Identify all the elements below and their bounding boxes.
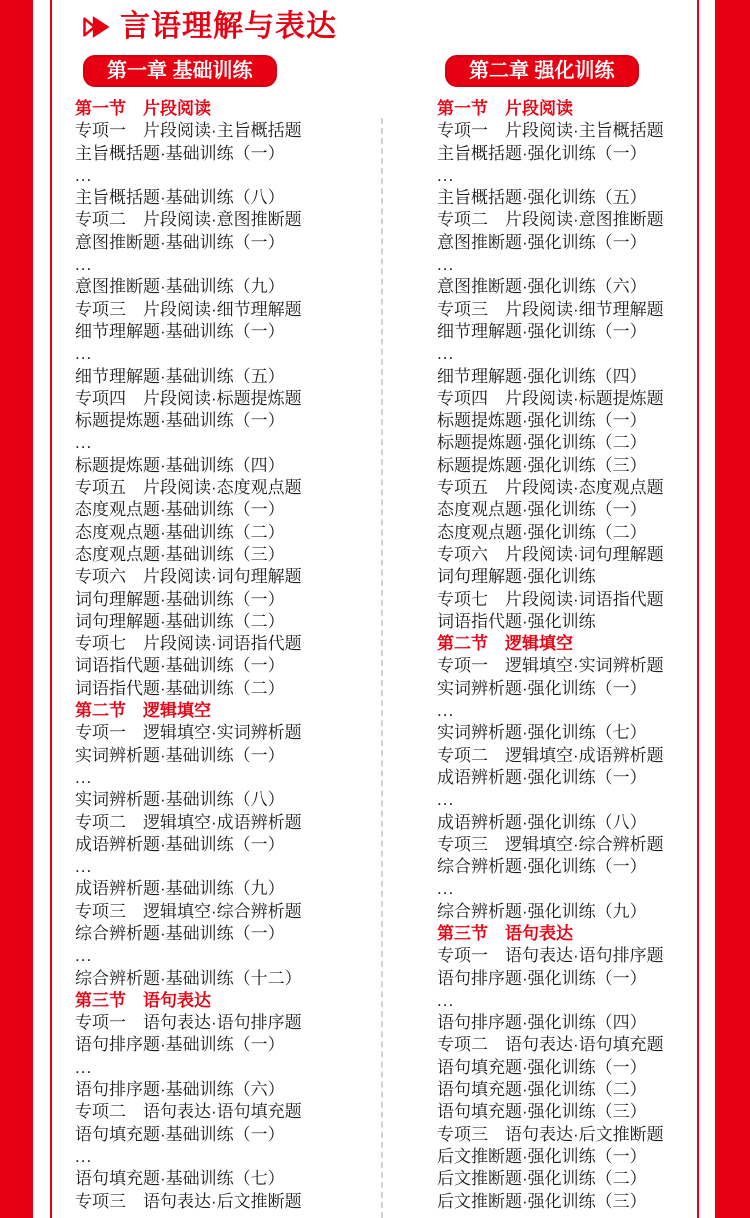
ellipsis-line: ... <box>75 1057 93 1077</box>
toc-line: 细节理解题·基础训练（一） <box>75 321 285 341</box>
toc-line: 专项五 片段阅读·态度观点题 <box>437 478 664 498</box>
ellipsis-line: ... <box>437 165 455 185</box>
section-heading: 第一节 片段阅读 <box>437 99 573 118</box>
toc-line: 态度观点题·强化训练（一） <box>437 500 647 520</box>
toc-line: 综合辨析题·强化训练（一） <box>437 857 647 877</box>
ellipsis-line: ... <box>437 879 455 899</box>
toc-line: 专项二 语句表达·语句填充题 <box>75 1102 302 1122</box>
toc-line: 语句排序题·基础训练（一） <box>75 1035 285 1055</box>
section-heading: 第一节 片段阅读 <box>75 99 211 118</box>
toc-line: 专项一 语句表达·语句排序题 <box>437 946 664 966</box>
ellipsis-line: ... <box>437 790 455 810</box>
double-play-triangle-icon <box>82 12 112 42</box>
toc-line: 专项五 片段阅读·态度观点题 <box>75 478 302 498</box>
chapter-1-toc-list <box>75 98 375 1213</box>
ellipsis-line: ... <box>75 857 93 877</box>
toc-line: 词语指代题·基础训练（二） <box>75 678 285 698</box>
toc-line: 语句填充题·基础训练（七） <box>75 1169 285 1189</box>
toc-line: 主旨概括题·强化训练（五） <box>437 188 647 208</box>
ellipsis-line: ... <box>75 344 93 364</box>
toc-line: 成语辨析题·强化训练（一） <box>437 767 647 787</box>
page-title: 言语理解与表达 <box>120 10 337 43</box>
toc-line: 词句理解题·基础训练（二） <box>75 611 285 631</box>
toc-line: 主旨概括题·基础训练（八） <box>75 188 285 208</box>
toc-line: 专项三 语句表达·后文推断题 <box>75 1191 302 1211</box>
toc-line: 实词辨析题·强化训练（一） <box>437 678 647 698</box>
toc-line: 语句排序题·基础训练（六） <box>75 1080 285 1100</box>
toc-line: 专项七 片段阅读·词语指代题 <box>75 634 302 654</box>
toc-line: 专项三 逻辑填空·综合辨析题 <box>75 901 302 921</box>
chapter-1-column <box>75 55 375 1213</box>
toc-line: 专项六 片段阅读·词句理解题 <box>75 567 302 587</box>
toc-line: 专项六 片段阅读·词句理解题 <box>437 544 664 564</box>
toc-line: 语句填充题·基础训练（一） <box>75 1124 285 1144</box>
section-heading: 第二节 逻辑填空 <box>75 701 211 721</box>
ellipsis-line: ... <box>437 344 455 364</box>
toc-line: 态度观点题·基础训练（一） <box>75 500 285 520</box>
toc-line: 态度观点题·强化训练（二） <box>437 522 647 542</box>
toc-line: 语句填充题·强化训练（三） <box>437 1102 647 1122</box>
toc-line: 成语辨析题·强化训练（八） <box>437 812 647 832</box>
toc-line: 专项三 片段阅读·细节理解题 <box>75 299 302 319</box>
toc-line: 专项二 片段阅读·意图推断题 <box>437 210 664 230</box>
ellipsis-line: ... <box>437 255 455 275</box>
ellipsis-line: ... <box>75 946 93 966</box>
toc-line: 实词辨析题·基础训练（八） <box>75 790 285 810</box>
ellipsis-line: ... <box>75 165 93 185</box>
toc-line: 后文推断题·强化训练（二） <box>437 1169 647 1189</box>
toc-line: 标题提炼题·强化训练（一） <box>437 411 647 431</box>
section-heading: 第二节 逻辑填空 <box>437 634 573 654</box>
toc-line: 综合辨析题·基础训练（一） <box>75 923 285 943</box>
left-border-strip <box>0 0 33 1218</box>
section-heading: 第三节 语句表达 <box>437 923 573 943</box>
toc-line: 词句理解题·基础训练（一） <box>75 589 285 609</box>
column-dashed-divider <box>381 118 383 1218</box>
toc-line: 意图推断题·强化训练（六） <box>437 277 647 297</box>
toc-line: 专项一 逻辑填空·实词辨析题 <box>437 656 664 676</box>
toc-line: 专项三 片段阅读·细节理解题 <box>437 299 664 319</box>
toc-line: 专项一 片段阅读·主旨概括题 <box>75 121 302 141</box>
toc-line: 词语指代题·强化训练 <box>437 611 596 631</box>
toc-line: 综合辨析题·强化训练（九） <box>437 901 647 921</box>
toc-line: 专项四 片段阅读·标题提炼题 <box>437 388 664 408</box>
toc-line: 主旨概括题·强化训练（一） <box>437 143 647 163</box>
section-heading: 第三节 语句表达 <box>75 990 211 1010</box>
toc-line: 专项四 片段阅读·标题提炼题 <box>75 388 302 408</box>
toc-line: 专项一 逻辑填空·实词辨析题 <box>75 723 302 743</box>
toc-line: 词语指代题·基础训练（一） <box>75 656 285 676</box>
toc-line: 语句填充题·强化训练（一） <box>437 1057 647 1077</box>
ellipsis-line: ... <box>75 255 93 275</box>
toc-line: 专项二 语句表达·语句填充题 <box>437 1035 664 1055</box>
toc-line: 细节理解题·强化训练（一） <box>437 321 647 341</box>
ellipsis-line: ... <box>437 990 455 1010</box>
chapter-2-column <box>437 55 737 1213</box>
toc-line: 实词辨析题·基础训练（一） <box>75 745 285 765</box>
toc-line: 专项一 语句表达·语句排序题 <box>75 1013 302 1033</box>
toc-line: 语句排序题·强化训练（四） <box>437 1013 647 1033</box>
chapter-2-toc-list <box>437 98 737 1213</box>
ellipsis-line: ... <box>75 1146 93 1166</box>
toc-line: 意图推断题·基础训练（一） <box>75 232 285 252</box>
toc-line: 标题提炼题·基础训练（一） <box>75 411 285 431</box>
toc-line: 意图推断题·基础训练（九） <box>75 277 285 297</box>
chapter-1-badge: 第一章 基础训练 <box>83 55 277 87</box>
toc-line: 词句理解题·强化训练 <box>437 567 596 587</box>
chapter-2-badge: 第二章 强化训练 <box>445 55 639 87</box>
toc-line: 后文推断题·强化训练（三） <box>437 1191 647 1211</box>
ellipsis-line: ... <box>75 433 93 453</box>
toc-line: 后文推断题·强化训练（一） <box>437 1146 647 1166</box>
toc-line: 态度观点题·基础训练（二） <box>75 522 285 542</box>
toc-line: 语句填充题·强化训练（二） <box>437 1080 647 1100</box>
ellipsis-line: ... <box>75 767 93 787</box>
toc-line: 语句排序题·强化训练（一） <box>437 968 647 988</box>
toc-line: 态度观点题·基础训练（三） <box>75 544 285 564</box>
toc-line: 实词辨析题·强化训练（七） <box>437 723 647 743</box>
ellipsis-line: ... <box>437 701 455 721</box>
toc-line: 专项二 逻辑填空·成语辨析题 <box>437 745 664 765</box>
toc-line: 专项二 片段阅读·意图推断题 <box>75 210 302 230</box>
toc-line: 标题提炼题·基础训练（四） <box>75 455 285 475</box>
toc-line: 专项三 语句表达·后文推断题 <box>437 1124 664 1144</box>
toc-line: 细节理解题·基础训练（五） <box>75 366 285 386</box>
toc-line: 标题提炼题·强化训练（二） <box>437 433 647 453</box>
page-header <box>82 10 337 44</box>
toc-line: 专项七 片段阅读·词语指代题 <box>437 589 664 609</box>
toc-line: 主旨概括题·基础训练（一） <box>75 143 285 163</box>
toc-line: 专项一 片段阅读·主旨概括题 <box>437 121 664 141</box>
toc-line: 专项三 逻辑填空·综合辨析题 <box>437 834 664 854</box>
toc-line: 标题提炼题·强化训练（三） <box>437 455 647 475</box>
left-thin-rule <box>50 0 52 1218</box>
toc-line: 意图推断题·强化训练（一） <box>437 232 647 252</box>
toc-line: 成语辨析题·基础训练（一） <box>75 834 285 854</box>
toc-line: 专项二 逻辑填空·成语辨析题 <box>75 812 302 832</box>
toc-line: 成语辨析题·基础训练（九） <box>75 879 285 899</box>
toc-line: 细节理解题·强化训练（四） <box>437 366 647 386</box>
toc-line: 综合辨析题·基础训练（十二） <box>75 968 302 988</box>
